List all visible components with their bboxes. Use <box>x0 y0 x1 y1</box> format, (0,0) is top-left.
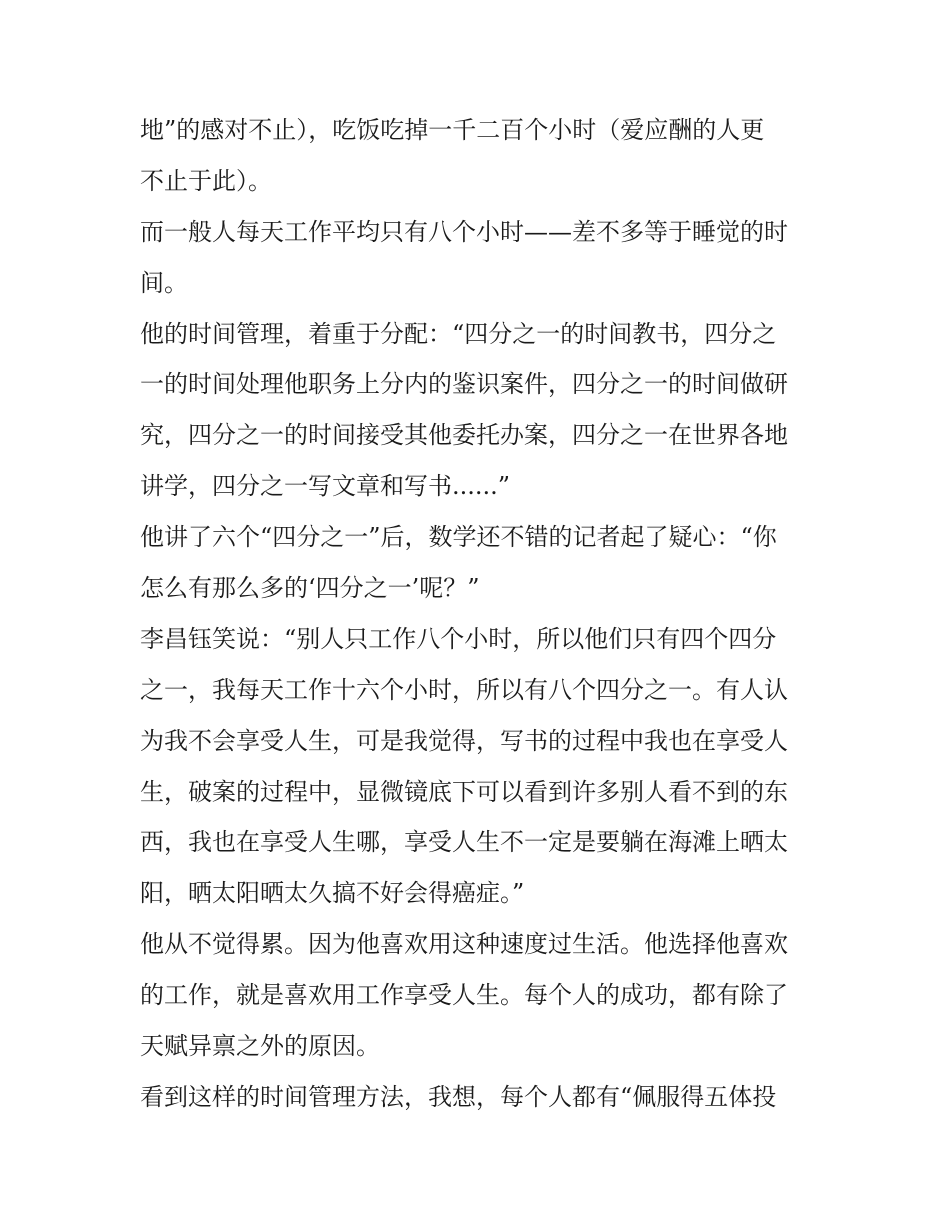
text-line-13: 为我不会享受人生，可是我觉得，写书的过程中我也在享受人 <box>140 726 788 755</box>
text-line-1: 地”的感对不止），吃饭吃掉一千二百个小时（爱应酬的人更 <box>140 116 765 144</box>
text-line-20: 看到这样的时间管理方法，我想，每个人都有“佩服得五体投 <box>140 1082 777 1111</box>
text-line-16: 阳，晒太阳晒太久搞不好会得癌症。” <box>140 879 525 908</box>
text-line-12: 之一，我每天工作十六个小时，所以有八个四分之一。有人认 <box>140 675 788 704</box>
text-line-18: 的工作，就是喜欢用工作享受人生。每个人的成功，都有除了 <box>140 981 788 1010</box>
text-line-3: 而一般人每天工作平均只有八个小时——差不多等于睡觉的时 <box>140 217 788 246</box>
text-line-6: 一的时间处理他职务上分内的鉴识案件，四分之一的时间做研 <box>140 370 788 399</box>
text-line-8: 讲学，四分之一写文章和写书......” <box>140 472 511 501</box>
text-line-2: 不止于此）。 <box>140 166 272 195</box>
text-line-15: 西，我也在享受人生哪，享受人生不一定是要躺在海滩上晒太 <box>140 828 788 857</box>
text-line-19: 天赋异禀之外的原因。 <box>140 1032 380 1061</box>
text-line-10: 怎么有那么多的‘四分之一’呢？” <box>140 574 480 603</box>
text-line-11: 李昌钰笑说：“别人只工作八个小时，所以他们只有四个四分 <box>140 624 777 653</box>
text-line-5: 他的时间管理，着重于分配：“四分之一的时间教书，四分之 <box>140 319 777 348</box>
text-line-9: 他讲了六个“四分之一”后，数学还不错的记者起了疑心：“你 <box>140 523 777 552</box>
text-line-14: 生，破案的过程中，显微镜底下可以看到许多别人看不到的东 <box>140 777 788 806</box>
text-line-4: 间。 <box>140 268 188 297</box>
text-line-7: 究，四分之一的时间接受其他委托办案，四分之一在世界各地 <box>140 421 788 450</box>
body-text <box>140 105 820 1123</box>
text-line-17: 他从不觉得累。因为他喜欢用这种速度过生活。他选择他喜欢 <box>140 930 788 959</box>
